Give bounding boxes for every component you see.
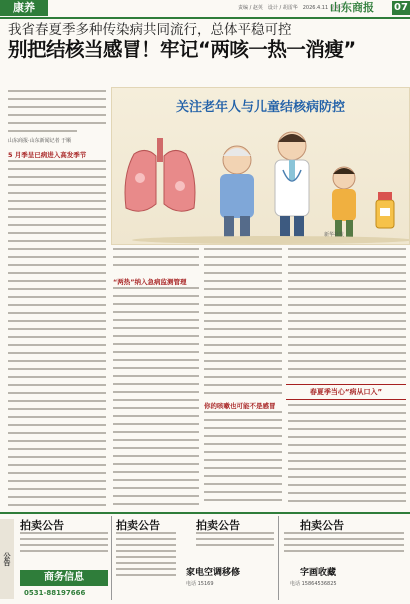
section-heading-4: 春夏季当心“病从口入” xyxy=(286,384,406,400)
child-figure xyxy=(332,167,356,240)
auction-notice-4-text xyxy=(284,532,404,560)
headline-subtitle: 我省春夏季多种传染病共同流行，总体平稳可控 xyxy=(8,22,292,38)
column-3-text-top xyxy=(204,248,282,398)
page-number: 07 xyxy=(392,1,410,15)
lead-paragraph xyxy=(8,90,106,134)
auction-notice-2-text xyxy=(116,532,176,596)
ad-divider xyxy=(111,516,112,600)
headline-title: 别把结核当感冒！牢记“两咳一热一消瘦” xyxy=(8,38,356,61)
section-heading-2: “两热”纳入急病监测管理 xyxy=(113,278,187,286)
ad-divider-2 xyxy=(278,516,279,600)
paper-name: 山东商报 xyxy=(330,1,374,14)
auction-notice-1-title: 拍卖公告 xyxy=(20,519,64,532)
notice-label: 公告 xyxy=(0,519,14,599)
masthead xyxy=(0,0,410,16)
column-3-text xyxy=(204,411,282,509)
byline: 山东商报·山东新闻记者 于顺 xyxy=(8,138,72,144)
calligraphy-ad-phone: 电话 15864536825 xyxy=(290,581,337,587)
business-info-ad: 商务信息 xyxy=(20,570,108,586)
business-info-phone: 0531-88197666 xyxy=(24,589,86,597)
poster-artwork xyxy=(112,116,409,244)
column-4-text xyxy=(288,404,406,509)
auction-notice-3-text xyxy=(196,532,274,556)
lungs-icon xyxy=(125,138,195,211)
column-1-text xyxy=(8,160,106,510)
relocation-ad-phone: 电话 15169 xyxy=(186,581,214,587)
section-tab: 康养 xyxy=(0,0,48,16)
auction-notice-4-title: 拍卖公告 xyxy=(300,519,344,532)
masthead-meta: 责编 / 赵英 设计 / 胡雷华 2026.4.11 星期六 xyxy=(238,5,345,11)
calligraphy-ad-title: 字画收藏 xyxy=(300,568,337,578)
poster-caption: 新华社发 xyxy=(324,232,345,238)
section-heading-1: 5 月季呈已病进入高发季节 xyxy=(8,151,87,159)
medicine-bottle-icon xyxy=(376,192,394,228)
section-heading-3: 你的咳嗽也可能不是感冒 xyxy=(204,402,276,410)
auction-notice-3-title: 拍卖公告 xyxy=(196,519,240,532)
column-4-text-top xyxy=(288,248,406,380)
poster-title: 关注老年人与儿童结核病防控 xyxy=(175,100,345,115)
relocation-ad-title: 家电空调移修 xyxy=(186,568,241,578)
auction-notice-2-title: 拍卖公告 xyxy=(116,519,160,532)
auction-notice-1-text xyxy=(20,532,108,566)
poster-illustration xyxy=(111,87,410,245)
column-2-text xyxy=(113,287,199,509)
column-2-text-top xyxy=(113,248,199,272)
top-rule xyxy=(0,17,410,19)
doctor-figure xyxy=(275,132,309,240)
elderly-figure xyxy=(220,146,254,240)
